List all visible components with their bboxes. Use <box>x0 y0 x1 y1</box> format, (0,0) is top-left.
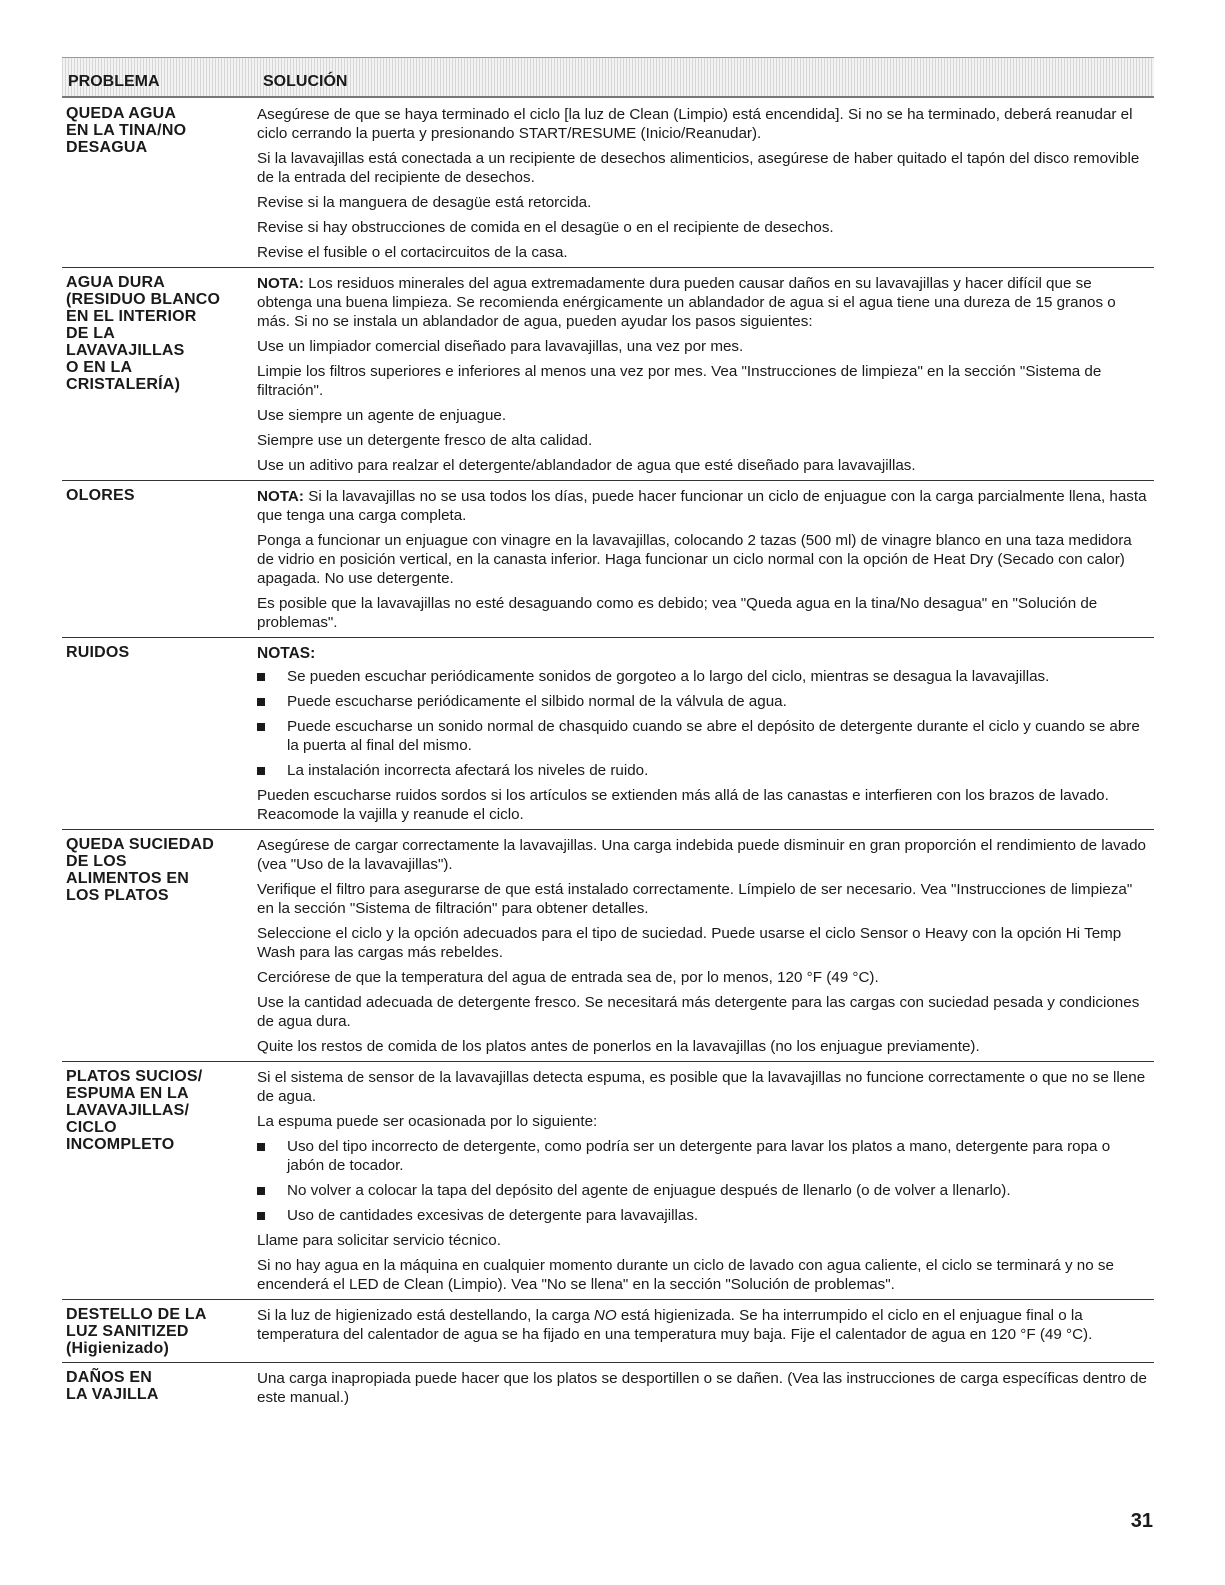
list-item: Se pueden escuchar periódicamente sonidos de gorgoteo a lo largo del ciclo, mientras se desagua la lavavajillas. <box>257 667 1148 686</box>
solution-text: Cerciórese de que la temperatura del agua de entrada sea de, por lo menos, 120 °F (49 °C). <box>257 969 879 986</box>
problem-label: DESTELLO DE LA LUZ SANITIZED (Higienizado) <box>66 1306 207 1357</box>
problem-label: PLATOS SUCIOS/ ESPUMA EN LA LAVAVAJILLAS/ CICLO INCOMPLETO <box>66 1068 203 1153</box>
solution-cell <box>257 105 1154 262</box>
problem-label: QUEDA AGUA EN LA TINA/NO DESAGUA <box>66 105 187 156</box>
solution-cell <box>257 274 1154 475</box>
list-item: No volver a colocar la tapa del depósito del agente de enjuague después de llenarlo (o de volver a llenarlo). <box>257 1181 1148 1200</box>
bullet-list <box>257 1137 1148 1225</box>
solution-text: Si el sistema de sensor de la lavavajillas detecta espuma, es posible que la lavavajillas no funcione correctamente o que no se llene de agua. <box>257 1069 1146 1105</box>
solution-text: Seleccione el ciclo y la opción adecuados para el tipo de suciedad. Puede usarse el ciclo Sensor o Heavy con la opción Hi Temp Wash para las cargas más rebeldes. <box>257 925 1122 961</box>
table-row <box>62 829 1154 1061</box>
solution-text: Si la lavavajillas está conectada a un recipiente de desechos alimenticios, asegúrese de haber quitado el tapón del disco removible de la entrada del recipiente de desechos. <box>257 150 1140 186</box>
note-label: NOTA: <box>257 488 304 505</box>
solution-text: Verifique el filtro para asegurarse de que está instalado correctamente. Límpielo de ser necesario. Vea "Instrucciones de limpieza" en la sección "Sistema de filtración" para obtener detalles. <box>257 881 1133 917</box>
solution-text: Una carga inapropiada puede hacer que los platos se desportillen o se dañen. (Vea las instrucciones de carga específicas dentro de este manual.) <box>257 1370 1147 1406</box>
note-text: Si la lavavajillas no se usa todos los días, puede hacer funcionar un ciclo de enjuague con la carga parcialmente llena, hasta que tenga una carga completa. <box>257 488 1147 524</box>
solution-cell <box>257 836 1154 1056</box>
solution-text: Si no hay agua en la máquina en cualquier momento durante un ciclo de lavado con agua caliente, el ciclo se terminará y no se encenderá el LED de Clean (Limpio). Vea "No se llena" en la sección "Solución de problemas". <box>257 1257 1114 1293</box>
table-row <box>62 1362 1154 1412</box>
solution-cell <box>257 1068 1154 1294</box>
list-item: Puede escucharse un sonido normal de chasquido cuando se abre el depósito de detergente durante el ciclo y cuando se abre la puerta al final del mismo. <box>257 717 1148 755</box>
problem-label: RUIDOS <box>66 644 130 661</box>
solution-text: Revise el fusible o el cortacircuitos de la casa. <box>257 244 568 261</box>
solution-text: Use la cantidad adecuada de detergente fresco. Se necesitará más detergente para las cargas con suciedad pesada y condiciones de agua dura. <box>257 994 1140 1030</box>
solution-text: Llame para solicitar servicio técnico. <box>257 1232 501 1249</box>
troubleshooting-table <box>62 57 1154 1412</box>
solution-cell <box>257 1369 1154 1407</box>
sanitized-text-pre: Si la luz de higienizado está destellando, la carga <box>257 1307 594 1324</box>
solution-text: Asegúrese de que se haya terminado el ciclo [la luz de Clean (Limpio) está encendida]. Si no se ha terminado, deberá reanudar el ciclo cerrando la puerta y presionando START/RESUME (Inicio/Reanudar). <box>257 106 1133 142</box>
notas-heading: NOTAS: <box>257 645 316 662</box>
solution-text: Asegúrese de cargar correctamente la lavavajillas. Una carga indebida puede disminuir en gran proporción el rendimiento de lavado (vea "Uso de la lavavajillas"). <box>257 837 1146 873</box>
table-row <box>62 1061 1154 1299</box>
solution-text: Use siempre un agente de enjuague. <box>257 407 507 424</box>
note-label: NOTA: <box>257 275 304 292</box>
table-row <box>62 480 1154 637</box>
table-row <box>62 267 1154 480</box>
solution-text <box>257 1306 1148 1344</box>
solution-text: Pueden escucharse ruidos sordos si los artículos se extienden más allá de las canastas e interfieren con los brazos de lavado. Reacomode la vajilla y reanude el ciclo. <box>257 787 1109 823</box>
solution-text: La espuma puede ser ocasionada por lo siguiente: <box>257 1113 598 1130</box>
bullet-list <box>257 667 1148 780</box>
problem-label: QUEDA SUCIEDAD DE LOS ALIMENTOS EN LOS PLATOS <box>66 836 214 904</box>
solution-text: Ponga a funcionar un enjuague con vinagre en la lavavajillas, colocando 2 tazas (500 ml) de vinagre blanco en una taza medidora de vidrio en posición vertical, en la canasta inferior. Haga funcionar un ciclo normal con la opción de Heat Dry (Secado con calor) apagada. No use detergente. <box>257 532 1132 587</box>
problem-label: AGUA DURA (RESIDUO BLANCO EN EL INTERIOR DE LA LAVAVAJILLAS O EN LA CRISTALERÍA) <box>66 274 221 393</box>
list-item: Puede escucharse periódicamente el silbido normal de la válvula de agua. <box>257 692 1148 711</box>
table-row <box>62 98 1154 267</box>
table-row <box>62 637 1154 829</box>
note-text: Los residuos minerales del agua extremadamente dura pueden causar daños en su lavavajillas y hacer difícil que se obtenga una buena limpieza. Se recomienda enérgicamente un ablandador de agua si el agua tiene una dureza de 15 granos o más. Si no se instala un ablandador de agua, pueden ayudar los pasos siguientes: <box>257 275 1116 330</box>
solution-text: Use un limpiador comercial diseñado para lavavajillas, una vez por mes. <box>257 338 744 355</box>
sanitized-text-post: está higienizada. Se ha interrumpido el ciclo en el enjuague final o la temperatura del calentador de agua se ha fijado en una temperatura muy baja. Fije el calentador de agua en 120 °F (49 °C). <box>257 1307 1093 1343</box>
list-item: Uso de cantidades excesivas de detergente para lavavajillas. <box>257 1206 1148 1225</box>
problem-label: DAÑOS EN LA VAJILLA <box>66 1369 159 1403</box>
solution-text: Revise si la manguera de desagüe está retorcida. <box>257 194 592 211</box>
solution-text: Limpie los filtros superiores e inferiores al menos una vez por mes. Vea "Instrucciones de limpieza" en la sección "Sistema de filtración". <box>257 363 1102 399</box>
emphasis-no: NO <box>593 1307 617 1324</box>
header-problema: PROBLEMA <box>68 73 160 90</box>
note-paragraph <box>257 487 1148 525</box>
solution-text: Es posible que la lavavajillas no esté desaguando como es debido; vea "Queda agua en la tina/No desagua" en "Solución de problemas". <box>257 595 1098 631</box>
table-row <box>62 1299 1154 1362</box>
list-item: Uso del tipo incorrecto de detergente, como podría ser un detergente para lavar los platos a mano, detergente para ropa o jabón de tocador. <box>257 1137 1148 1175</box>
note-paragraph <box>257 274 1148 331</box>
solution-cell <box>257 644 1154 824</box>
solution-cell <box>257 487 1154 632</box>
solution-text: Use un aditivo para realzar el detergente/ablandador de agua que esté diseñado para lavavajillas. <box>257 457 916 474</box>
solution-text: Revise si hay obstrucciones de comida en el desagüe o en el recipiente de desechos. <box>257 219 834 236</box>
header-solucion: SOLUCIÓN <box>263 73 348 90</box>
solution-cell <box>257 1306 1154 1357</box>
table-header <box>62 57 1154 98</box>
page-number: 31 <box>1130 1510 1153 1532</box>
problem-label: OLORES <box>66 487 135 504</box>
solution-text: Quite los restos de comida de los platos antes de ponerlos en la lavavajillas (no los enjuague previamente). <box>257 1038 980 1055</box>
list-item: La instalación incorrecta afectará los niveles de ruido. <box>257 761 1148 780</box>
solution-text: Siempre use un detergente fresco de alta calidad. <box>257 432 593 449</box>
